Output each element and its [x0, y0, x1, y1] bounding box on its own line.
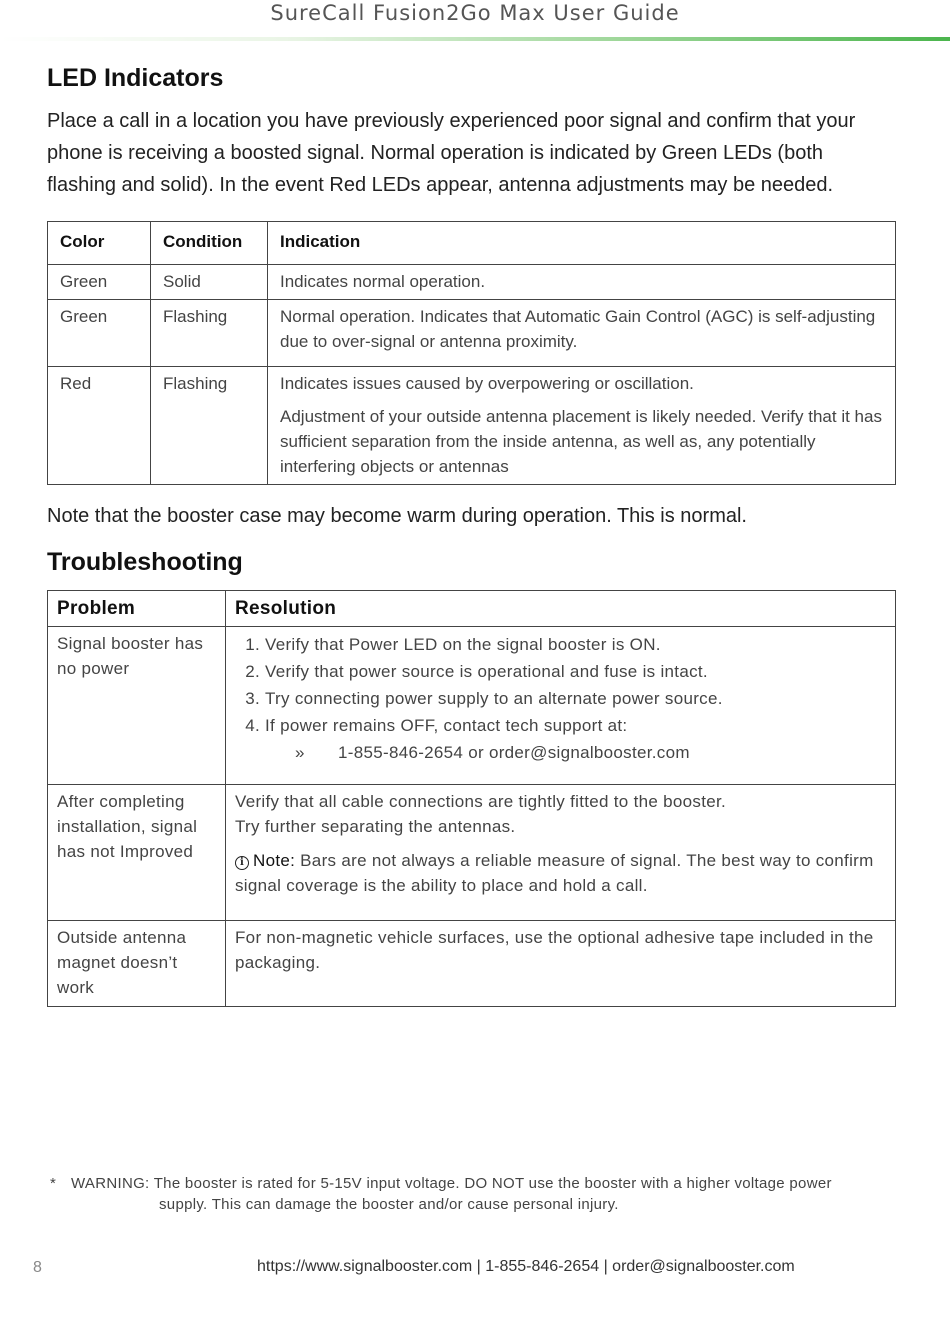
led-intro-line: phone is receiving a boosted signal. Normal operation is indicated by Green LEDs (both — [47, 142, 823, 164]
resolution-cell — [226, 785, 896, 921]
column-header-indication: Indication — [268, 222, 896, 265]
led-indicator-table — [47, 221, 896, 485]
indication-text: Normal operation. Indicates that Automatic Gain Control (AGC) is self-adjusting due to over-signal or antenna proximity. — [280, 307, 876, 351]
led-color-cell: Green — [48, 265, 151, 300]
resolution-steps-list — [235, 631, 886, 739]
page-number: 8 — [33, 1259, 42, 1276]
resolution-line: For non-magnetic vehicle surfaces, use the optional adhesive tape included in the packaging. — [235, 928, 874, 972]
info-circle-icon: i — [235, 856, 249, 870]
led-condition-cell: Flashing — [151, 300, 268, 367]
sub-bullet-mark: » — [295, 743, 305, 762]
led-indication-cell — [268, 300, 896, 367]
contact-details: 1-855-846-2654 or order@signalbooster.com — [338, 743, 690, 762]
led-condition-cell: Flashing — [151, 367, 268, 485]
column-header-resolution: Resolution — [226, 591, 896, 627]
table-row — [48, 265, 896, 300]
footer-contact-links: https://www.signalbooster.com | 1-855-846-2654 | order@signalbooster.com — [257, 1258, 795, 1275]
column-header-color: Color — [48, 222, 151, 265]
column-header-condition: Condition — [151, 222, 268, 265]
note-text: Bars are not always a reliable measure of signal. The best way to confirm signal coverage is the ability to place and hold a call. — [235, 851, 874, 895]
problem-cell: Signal booster has no power — [48, 627, 226, 785]
indication-text: Indicates normal operation. — [280, 272, 486, 291]
column-header-problem: Problem — [48, 591, 226, 627]
problem-cell: Outside antenna magnet doesn’t work — [48, 921, 226, 1007]
led-intro-paragraph — [47, 105, 897, 201]
resolution-note — [235, 848, 886, 898]
table-row — [48, 367, 896, 485]
led-color-cell: Green — [48, 300, 151, 367]
list-item: 3. Try connecting power supply to an alternate power source. — [265, 685, 886, 712]
indication-text: Adjustment of your outside antenna placement is likely needed. Verify that it has sufficient separation from the inside antenna, as well as, any potentially interfering objects or antennas — [280, 407, 882, 476]
table-row — [48, 627, 896, 785]
warning-label: WARNING: — [71, 1175, 150, 1192]
warning-asterisk: * — [50, 1175, 57, 1192]
indication-text: Indicates issues caused by overpowering or oscillation. — [280, 374, 694, 393]
led-intro-line: Place a call in a location you have previously experienced poor signal and confirm that your — [47, 110, 856, 132]
note-label: Note: — [253, 851, 296, 870]
list-item: 1. Verify that Power LED on the signal booster is ON. — [265, 631, 886, 658]
table-row — [48, 785, 896, 921]
voltage-warning — [50, 1173, 900, 1215]
warning-text: The booster is rated for 5-15V input voltage. DO NOT use the booster with a higher voltage power — [153, 1175, 832, 1192]
table-header-row — [48, 222, 896, 265]
warning-line — [50, 1173, 900, 1194]
header-divider — [0, 37, 950, 41]
problem-cell: After completing installation, signal has not Improved — [48, 785, 226, 921]
led-indicators-heading: LED Indicators — [47, 64, 224, 92]
page-header-title: SureCall Fusion2Go Max User Guide — [270, 1, 680, 25]
resolution-line: Verify that all cable connections are tightly fitted to the booster. — [235, 792, 727, 811]
table-header-row — [48, 591, 896, 627]
warm-case-note: Note that the booster case may become warm during operation. This is normal. — [47, 505, 747, 527]
troubleshooting-heading: Troubleshooting — [47, 548, 243, 576]
list-item: 2. Verify that power source is operational and fuse is intact. — [265, 658, 886, 685]
led-intro-line: flashing and solid). In the event Red LEDs appear, antenna adjustments may be needed. — [47, 174, 834, 196]
contact-sub-item — [235, 739, 886, 766]
table-row — [48, 300, 896, 367]
resolution-line: Try further separating the antennas. — [235, 817, 516, 836]
led-color-cell: Red — [48, 367, 151, 485]
resolution-cell — [226, 921, 896, 1007]
list-item: 4. If power remains OFF, contact tech support at: — [265, 712, 886, 739]
warning-text-continued: supply. This can damage the booster and/or cause personal injury. — [159, 1196, 619, 1213]
led-indication-cell — [268, 367, 896, 485]
led-condition-cell: Solid — [151, 265, 268, 300]
troubleshooting-table — [47, 590, 896, 1007]
led-indication-cell — [268, 265, 896, 300]
resolution-cell — [226, 627, 896, 785]
table-row — [48, 921, 896, 1007]
